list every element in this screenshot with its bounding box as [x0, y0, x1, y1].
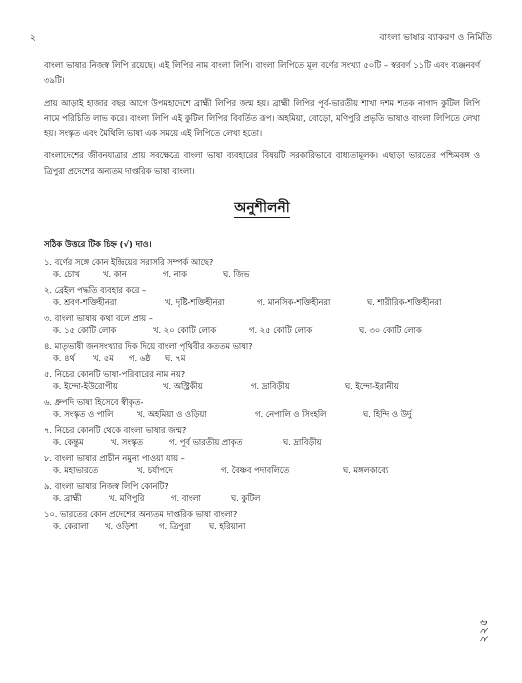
- question-item: [44, 312, 480, 337]
- option-row: [44, 324, 480, 337]
- running-title: বাংলা ভাষার ব্যাকরণ ও নির্মিতি: [379, 33, 492, 43]
- question-item: [44, 452, 480, 477]
- question-item: [44, 284, 480, 309]
- option: ঘ. কুটিল: [231, 493, 261, 504]
- question-item: [44, 368, 480, 393]
- option: ক. ৪র্থ: [53, 353, 75, 364]
- exercise-title: অনুশীলনী: [234, 200, 290, 217]
- option: ক. ১৫ কোটি লোক: [53, 325, 117, 336]
- paragraph: বাংলা ভাষার নিজস্ব লিপি রয়েছে। এই লিপির নাম বাংলা লিপি। বাংলা লিপিতে মূল বর্ণের সংখ্যা ৫০টি – স্বরবর্ণ ১১টি এবং ব্যঞ্জনবর্ণ ৩৯টি।: [44, 60, 480, 86]
- option: ক. কেন্তুম: [53, 437, 84, 448]
- question-item: [44, 480, 480, 505]
- option: ক. ব্রাহ্মী: [53, 493, 82, 504]
- option: খ. চর্যাপদে: [137, 465, 173, 476]
- page-body: [44, 58, 480, 536]
- option: খ. দৃষ্টি-শক্তিহীনরা: [165, 297, 225, 308]
- question-text: ৫. নিচের কোনটি ভাষা-পরিবারের নাম নয়?: [44, 369, 186, 380]
- option: গ. ২৫ কোটি লোক: [249, 325, 312, 336]
- option: ঘ. ৩০ কোটি লোক: [359, 325, 422, 336]
- option: খ. কান: [103, 269, 127, 280]
- question-text: ৬. ধ্রুপদি ভাষা হিসেবে স্বীকৃত-: [44, 397, 144, 408]
- option: গ. নাক: [163, 269, 187, 280]
- option: খ. মণিপুরি: [109, 493, 145, 504]
- option: ক. সংস্কৃত ও পালি: [53, 409, 114, 420]
- paragraph: বাংলাদেশের জীবনযাত্রার প্রায় সবক্ষেত্রে বাংলা ভাষা ব্যবহারের বিষয়টি সরকারিভাবে বাধ্যতামূলক। এছাড়া ভারতের পশ্চিমবঙ্গ ও ত্রিপুরা প্রদেশের অন্যতম দাপ্তরিক ভাষা বাংলা।: [44, 150, 480, 176]
- question-item: [44, 396, 480, 421]
- option-row: [44, 408, 480, 421]
- option: গ. ত্রিপুরা: [159, 521, 191, 532]
- option: ক. কেরালা: [53, 521, 89, 532]
- option: ঘ. হরিয়ানা: [209, 521, 246, 532]
- folio-number: ২২৫: [477, 618, 490, 643]
- option: গ. দ্রাবিড়ীয়: [251, 381, 290, 392]
- option: খ. ওড়িশা: [105, 521, 138, 532]
- option: খ. অহমিয়া ও ওড়িয়া: [137, 409, 207, 420]
- option-row: [44, 492, 480, 505]
- question-item: [44, 340, 480, 365]
- option-row: [44, 464, 480, 477]
- option: ঘ. ইন্দো-ইরানীয়: [345, 381, 399, 392]
- question-text: ৮. বাংলা ভাষার প্রাচীন নমুনা পাওয়া যায় –: [44, 453, 185, 464]
- question-text: ৯. বাংলা ভাষার নিজস্ব লিপি কোনটি?: [44, 481, 169, 492]
- option: গ. পূর্ব ভারতীয় প্রাকৃত: [169, 437, 243, 448]
- option: গ. মানসিক-শক্তিহীনরা: [257, 297, 331, 308]
- option-row: [44, 296, 480, 309]
- question-text: ৭. নিচের কোনটি থেকে বাংলা ভাষার জন্ম?: [44, 425, 187, 436]
- page-number: ২: [30, 33, 36, 43]
- option: খ. ২০ কোটি লোক: [153, 325, 217, 336]
- option: ঘ. শারীরিক-শক্তিহীনরা: [367, 297, 442, 308]
- question-text: ৩. বাংলা ভাষায় কথা বলে প্রায় –: [44, 313, 153, 324]
- question-text: ২. ব্রেইল পদ্ধতি ব্যবহার করে –: [44, 285, 147, 296]
- option-row: [44, 268, 480, 281]
- paragraph: প্রায় আড়াই হাজার বছর আগে উপমহাদেশে ব্রাহ্মী লিপির জন্ম হয়। ব্রাহ্মী লিপির পূর্ব-ভারতীয় শাখা দশম শতক নাগাদ কুটিল লিপি নামে পরিচিতি লাভ করে। বাংলা লিপি এই কুটিল লিপির বিবর্তিত রূপ। অহমিয়া, বোড়ো, মণিপুরি প্রভৃতি ভাষাও বাংলা লিপিতে লেখা হয়। সংস্কৃত এবং মৈথিলি ভাষা এক সময়ে এই লিপিতে লেখা হতো।: [44, 97, 480, 139]
- option: ঘ. জিভ: [223, 269, 250, 280]
- option: খ. ৫ম: [93, 353, 114, 364]
- option: ঘ. ৭ম: [165, 353, 186, 364]
- question-text: ১. বর্ণের সঙ্গে কোন ইন্দ্রিয়ের সরাসরি সম্পর্ক আছে?: [44, 257, 214, 268]
- option: ঘ. হিন্দি ও উর্দু: [363, 409, 412, 420]
- option: খ. অস্ট্রিকীয়: [163, 381, 203, 392]
- option: গ. ৬ষ্ঠ: [129, 353, 151, 364]
- option: ঘ. দ্রাবিড়ীয়: [283, 437, 322, 448]
- question-item: [44, 508, 480, 533]
- question-text: ৪. মাতৃভাষী জনসংখ্যার দিক দিয়ে বাংলা পৃথিবীর কততম ভাষা?: [44, 341, 253, 352]
- option-row: [44, 380, 480, 393]
- option: গ. বাংলা: [171, 493, 201, 504]
- option-row: [44, 436, 480, 449]
- option: ক. শ্রবণ-শক্তিহীনরা: [53, 297, 117, 308]
- option-row: [44, 520, 480, 533]
- question-text: ১০. ভারতের কোন প্রদেশের অন্যতম দাপ্তরিক ভাষা বাংলা?: [44, 509, 238, 520]
- page-header: [30, 30, 492, 44]
- option: গ. বৈষ্ণব পদাবলিতে: [221, 465, 290, 476]
- option: ক. মহাভারতে: [53, 465, 99, 476]
- option-row: [44, 352, 480, 365]
- question-item: [44, 424, 480, 449]
- option: গ. নেপালি ও সিংহলি: [255, 409, 327, 420]
- option: ক. ইন্দো-ইউরোপীয়: [53, 381, 118, 392]
- question-item: [44, 256, 480, 281]
- option: ঘ. মঙ্গলকাব্যে: [343, 465, 389, 476]
- option: ক. চোখ: [53, 269, 80, 280]
- exercise-instruction: সঠিক উত্তরে টিক চিহ্ন (√) দাও।: [44, 239, 152, 250]
- option: খ. সংস্কৃত: [111, 437, 143, 448]
